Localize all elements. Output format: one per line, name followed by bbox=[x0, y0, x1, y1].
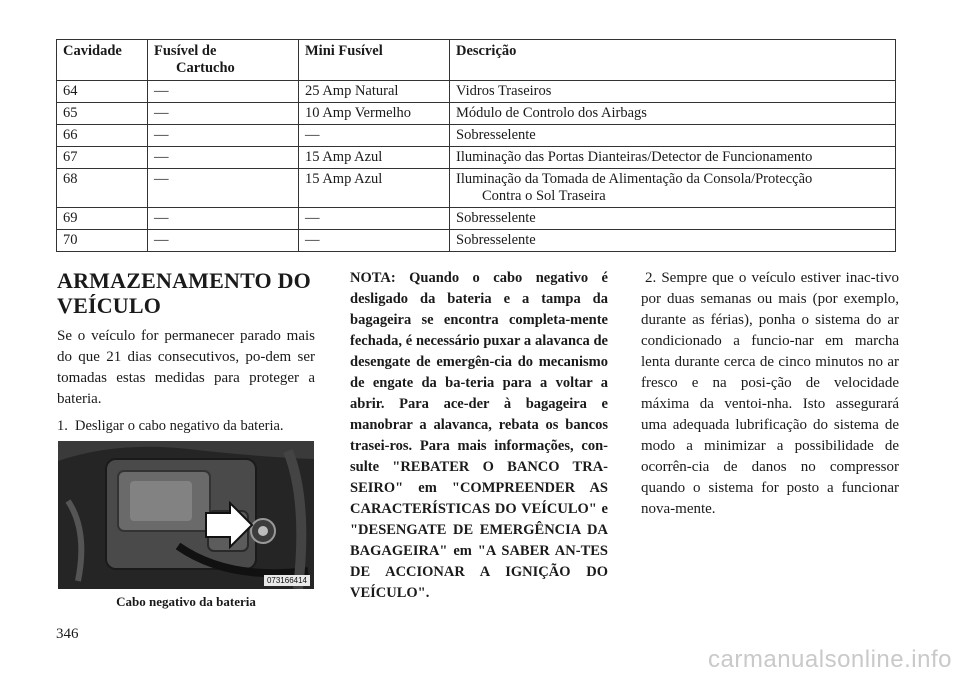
cell-mini: — bbox=[299, 208, 450, 230]
table-row bbox=[57, 208, 896, 230]
header-cavity: Cavidade bbox=[57, 40, 148, 81]
cell-cartridge: — bbox=[148, 125, 299, 147]
table-row bbox=[57, 103, 896, 125]
cell-cavity: 68 bbox=[57, 169, 148, 208]
table-row bbox=[57, 147, 896, 169]
step-2-number: 2. bbox=[645, 270, 657, 286]
table-header-row bbox=[57, 40, 896, 81]
cell-cartridge: — bbox=[148, 208, 299, 230]
page-number: 346 bbox=[56, 626, 79, 642]
section-title-line2: VEÍCULO bbox=[57, 293, 162, 318]
cell-description: Sobresselente bbox=[450, 125, 896, 147]
column-right bbox=[641, 268, 899, 520]
cell-cavity: 67 bbox=[57, 147, 148, 169]
cell-mini: — bbox=[299, 125, 450, 147]
step-2 bbox=[641, 268, 899, 520]
cell-cavity: 65 bbox=[57, 103, 148, 125]
figure-code: 073166414 bbox=[264, 575, 310, 586]
battery-illustration bbox=[58, 441, 314, 589]
cell-description: Sobresselente bbox=[450, 230, 896, 252]
column-middle bbox=[350, 268, 608, 604]
cell-cavity: 70 bbox=[57, 230, 148, 252]
cell-description: Vidros Traseiros bbox=[450, 81, 896, 103]
section-title bbox=[57, 268, 315, 318]
watermark: carmanualsonline.info bbox=[708, 646, 952, 673]
cell-cartridge: — bbox=[148, 81, 299, 103]
cell-mini: 25 Amp Natural bbox=[299, 81, 450, 103]
cell-mini: — bbox=[299, 230, 450, 252]
step-1-text: Desligar o cabo negativo da bateria. bbox=[75, 418, 284, 434]
cell-cartridge: — bbox=[148, 169, 299, 208]
cell-description: Sobresselente bbox=[450, 208, 896, 230]
note-paragraph: NOTA: Quando o cabo negativo é desligado da bateria e a tampa da bagageira se encontra completa-mente fechada, é necessário puxar a alavanca de desengate de emergên-cia do mecanismo de engate da ba-teria para a voltar a abrir. Para ace-der à bagageira e manobrar a alavanca, rebata os bancos trasei-ros. Para mais informações, con-sulte "REBATER O BANCO TRA-SEIRO" em "COMPREENDER AS CARACTERÍSTICAS DO VEÍCULO" e "DESENGATE DE EMERGÊNCIA DA BAGAGEIRA" em "A SABER AN-TES DE ACCIONAR A IGNIÇÃO DO VEÍCULO". bbox=[350, 270, 608, 601]
cell-cartridge: — bbox=[148, 103, 299, 125]
cell-description: Módulo de Controlo dos Airbags bbox=[450, 103, 896, 125]
table-row bbox=[57, 169, 896, 208]
table-row bbox=[57, 230, 896, 252]
cell-cartridge: — bbox=[148, 147, 299, 169]
cell-description-line2: Contra o Sol Traseira bbox=[482, 188, 606, 204]
cell-description bbox=[450, 169, 896, 208]
header-cartridge-line2: Cartucho bbox=[176, 60, 235, 76]
step-1 bbox=[57, 416, 315, 437]
cell-cavity: 69 bbox=[57, 208, 148, 230]
table-row bbox=[57, 125, 896, 147]
section-title-line1: ARMAZENAMENTO DO bbox=[57, 268, 311, 293]
cell-cavity: 66 bbox=[57, 125, 148, 147]
step-2-text: Sempre que o veículo estiver inac-tivo por duas semanas ou mais (por exemplo, durante as férias), ponha o sistema do ar condicionado a funcio-nar em marcha lenta durante cerca de cinco minutos no ar fresco e na posi-ção de velocidade máxima da ventoi-nha. Isto assegurará uma adequada lubrificação do sistema de modo a minimizar a possibilidade de ocorrên-cia de danos no compressor quando o sistema for posto a funcionar nova-mente. bbox=[641, 270, 899, 517]
column-left bbox=[57, 268, 315, 437]
cell-description: Iluminação das Portas Dianteiras/Detector de Funcionamento bbox=[450, 147, 896, 169]
header-cartridge-line1: Fusível de bbox=[154, 43, 217, 59]
cell-mini: 15 Amp Azul bbox=[299, 147, 450, 169]
battery-photo bbox=[58, 441, 314, 589]
figure-caption: Cabo negativo da bateria bbox=[116, 594, 256, 609]
fuse-table bbox=[56, 39, 896, 252]
step-1-number: 1. bbox=[57, 418, 68, 434]
header-mini-fuse: Mini Fusível bbox=[299, 40, 450, 81]
cell-mini: 10 Amp Vermelho bbox=[299, 103, 450, 125]
cell-description-line1: Iluminação da Tomada de Alimentação da Consola/Protecção bbox=[456, 171, 813, 187]
cell-cartridge: — bbox=[148, 230, 299, 252]
header-cartridge-fuse bbox=[148, 40, 299, 81]
cell-cavity: 64 bbox=[57, 81, 148, 103]
header-description: Descrição bbox=[450, 40, 896, 81]
cell-mini: 15 Amp Azul bbox=[299, 169, 450, 208]
table-row bbox=[57, 81, 896, 103]
intro-paragraph: Se o veículo for permanecer parado mais do que 21 dias consecutivos, po-dem ser tomadas estas medidas para proteger a bateria. bbox=[57, 328, 315, 407]
